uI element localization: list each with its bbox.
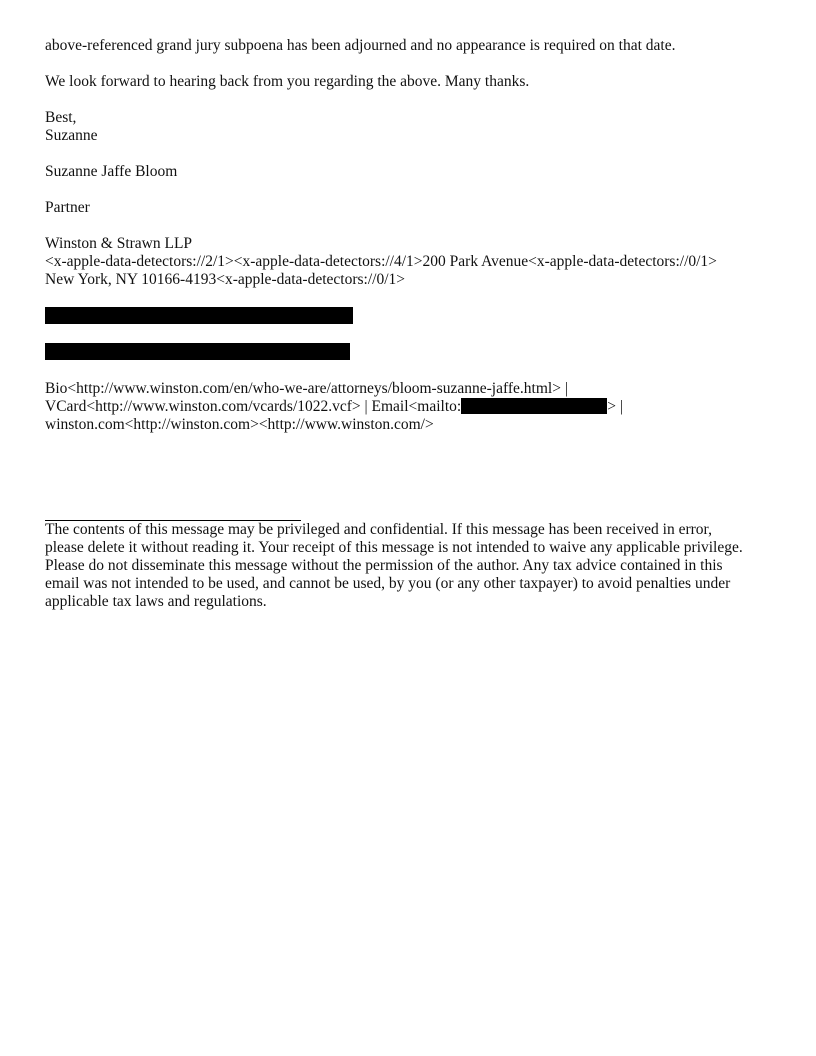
spacer [45,324,775,343]
spacer [45,434,775,520]
signature-address-street: <x-apple-data-detectors://2/1><x-apple-data-detectors://4/1>200 Park Avenue<x-apple-data-detectors://0/1> [45,253,717,270]
sign-off: Best, [45,109,77,126]
disclaimer-line: email was not intended to be used, and cannot be used, by you (or any other taxpayer) to avoid penalties under [45,575,731,592]
vcard-email-suffix: > | [607,398,623,415]
spacer [45,360,775,380]
redaction-email [461,398,607,414]
redaction-bar-fax [45,343,350,360]
disclaimer-line: Please do not disseminate this message without the permission of the author. Any tax advice contained in this [45,557,723,574]
spacer [45,145,775,163]
sender-first-name: Suzanne [45,127,98,144]
disclaimer-line: applicable tax laws and regulations. [45,593,267,610]
confidentiality-disclaimer [45,521,775,611]
body-line-adjourned: above-referenced grand jury subpoena has been adjourned and no appearance is required on that date. [45,37,676,54]
body-line-closing-remark: We look forward to hearing back from you regarding the above. Many thanks. [45,73,530,90]
spacer [45,181,775,199]
signature-name: Suzanne Jaffe Bloom [45,163,178,180]
disclaimer-line: please delete it without reading it. Your receipt of this message is not intended to waive any applicable privilege. [45,539,743,556]
spacer [45,289,775,307]
signature-vcard-email-links[interactable] [45,398,775,416]
disclaimer-line: The contents of this message may be privileged and confidential. If this message has been received in error, [45,521,712,538]
spacer [45,217,775,235]
signature-website-link[interactable]: winston.com<http://winston.com><http://www.winston.com/> [45,416,434,433]
vcard-email-prefix[interactable]: VCard<http://www.winston.com/vcards/1022.vcf> | Email<mailto: [45,398,462,415]
redaction-bar-phone [45,307,353,324]
signature-address-city: New York, NY 10166-4193<x-apple-data-detectors://0/1> [45,271,405,288]
email-page [45,37,775,611]
signature-title: Partner [45,199,90,216]
spacer [45,91,775,109]
spacer [45,55,775,73]
signature-bio-link[interactable]: Bio<http://www.winston.com/en/who-we-are/attorneys/bloom-suzanne-jaffe.html> | [45,380,568,397]
signature-firm: Winston & Strawn LLP [45,235,193,252]
